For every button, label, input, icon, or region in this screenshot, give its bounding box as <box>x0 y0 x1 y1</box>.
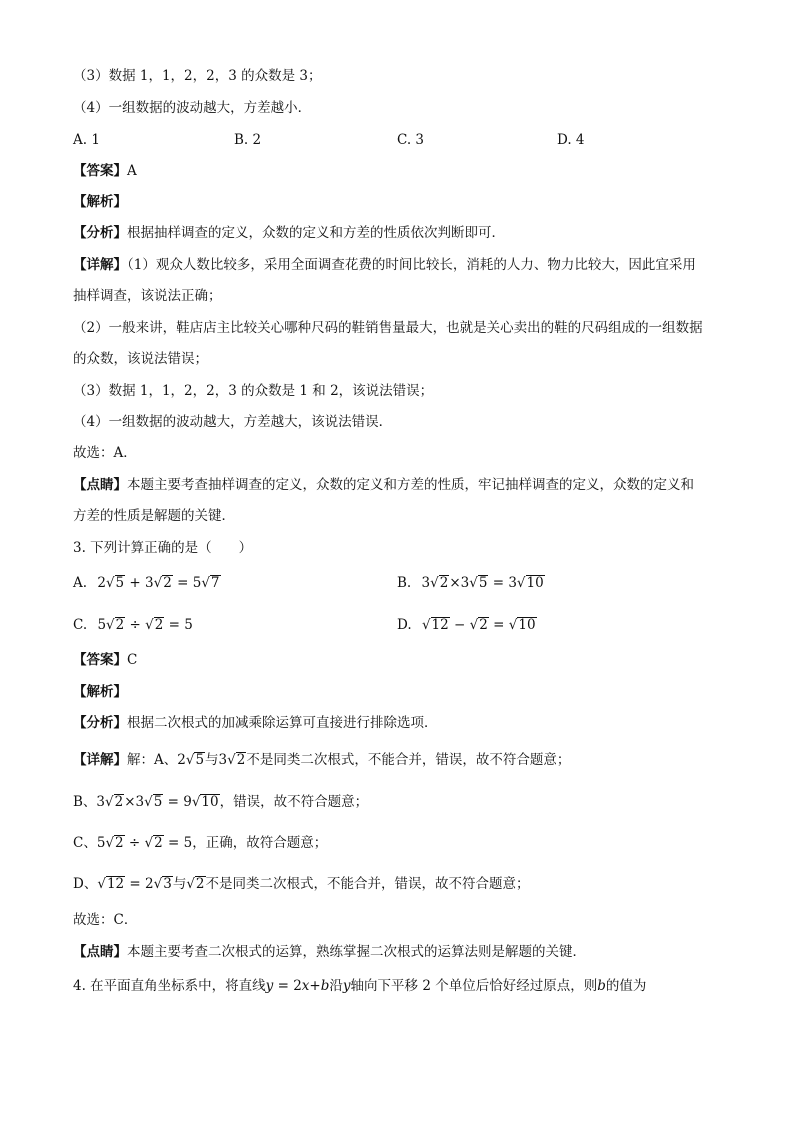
q3-stem: 3. 下列计算正确的是（ ） <box>73 540 253 556</box>
fenxi-tag: 【分析】 <box>73 225 127 241</box>
q4-stem-text: 轴向下平移 2 个单位后恰好经过原点，则 <box>350 978 598 994</box>
formula: b <box>320 978 330 994</box>
xiangjie-text: 不是同类二次根式，不能合并，错误，故不符合题意； <box>246 752 571 768</box>
q2-guxuan: 故选：A． <box>73 445 137 461</box>
q2-option-a: A. 1 <box>73 132 100 148</box>
option-d-formula: √12 − √2 = √10 <box>421 617 536 633</box>
q2-option-c: C. 3 <box>397 132 425 148</box>
q3-xiangjie-b <box>73 793 368 811</box>
formula: 3√2×3√5 = 9√10 <box>96 794 219 810</box>
q3-fenxi <box>73 714 438 732</box>
fenxi-text: 根据二次根式的加减乘除运算可直接进行排除选项． <box>127 715 438 731</box>
formula: = 2 <box>273 978 302 994</box>
xiangjie-text: C、 <box>73 835 97 851</box>
q3-option-b <box>397 574 545 592</box>
xiangjie-text: ，正确，故符合题意； <box>192 835 328 851</box>
xiangjie-text: B、 <box>73 794 97 810</box>
answer-value: A <box>127 163 137 179</box>
q3-xiangjie-a <box>73 751 570 769</box>
answer-tag: 【答案】 <box>73 652 127 668</box>
q2-dianjing-b: 方差的性质是解题的关键． <box>73 508 235 524</box>
q2-dianjing-a <box>73 476 694 494</box>
connector: 与 <box>205 752 219 768</box>
fenxi-tag: 【分析】 <box>73 715 127 731</box>
q3-option-a <box>73 574 221 592</box>
option-label: D. <box>397 617 412 633</box>
q2-fenxi <box>73 224 505 242</box>
q2-item4: （4）一组数据的波动越大，方差越小． <box>73 100 312 116</box>
dianjing-tag: 【点睛】 <box>73 944 127 960</box>
q2-xiangjie-3: （3）数据 1，1，2，2，3 的众数是 1 和 2，该说法错误； <box>73 383 434 399</box>
q2-option-d: D. 4 <box>557 132 585 148</box>
q3-xiangjie-c <box>73 834 327 852</box>
formula: y <box>265 978 274 994</box>
q2-item3: （3）数据 1，1，2，2，3 的众数是 3； <box>73 68 322 84</box>
option-c-formula: 5√2 ÷ √2 = 5 <box>97 617 193 633</box>
answer-tag: 【答案】 <box>73 163 127 179</box>
xiangjie-text: （1）观众人数比较多，采用全面调查花费的时间比较长，消耗的人力、物力比较大，因此宜采用 <box>127 257 696 273</box>
q3-dianjing <box>73 943 586 961</box>
q4-stem-text: 4. 在平面直角坐标系中，将直线 <box>73 978 266 994</box>
formula: y <box>342 978 351 994</box>
q2-xiangjie-2a: （2）一般来讲，鞋店店主比较关心哪种尺码的鞋销售量最大，也就是关心卖出的鞋的尺码组成的一组数据 <box>73 320 703 336</box>
option-a-formula: 2√5 + 3√2 = 5√7 <box>97 575 220 591</box>
dianjing-tag: 【点睛】 <box>73 477 127 493</box>
q2-xiangjie-1b: 抽样调查，该说法正确； <box>73 288 222 304</box>
option-label: C. <box>73 617 88 633</box>
xiangjie-tag: 【详解】 <box>73 752 127 768</box>
q3-option-d <box>397 616 537 634</box>
connector: 与 <box>172 876 187 892</box>
option-b-formula: 3√2×3√5 = 3√10 <box>421 575 544 591</box>
formula: 2√5 <box>177 752 205 768</box>
option-label: B. <box>397 575 412 591</box>
formula: x <box>301 978 310 994</box>
answer-value: C <box>127 652 138 668</box>
xiangjie-text: 解：A、 <box>127 752 178 768</box>
formula: √12 = 2√3 <box>97 876 172 892</box>
dianjing-text: 本题主要考查二次根式的运算，熟练掌握二次根式的运算法则是解题的关键． <box>127 944 586 960</box>
q3-answer <box>73 651 137 669</box>
q2-xiangjie-2b: 的众数，该说法错误； <box>73 351 208 367</box>
q2-analysis-header: 【解析】 <box>73 194 127 210</box>
q4-stem-text: 沿 <box>329 978 343 994</box>
option-label: A. <box>73 575 88 591</box>
q4-stem-text: 的值为 <box>605 978 647 994</box>
xiangjie-text: ，错误，故不符合题意； <box>219 794 369 810</box>
q3-analysis-header: 【解析】 <box>73 684 127 700</box>
formula: 5√2 ÷ √2 = 5 <box>96 835 193 851</box>
q2-xiangjie-1a <box>73 256 696 274</box>
formula: + <box>309 978 321 994</box>
xiangjie-text: D、 <box>73 876 98 892</box>
q4-stem <box>73 977 646 995</box>
xiangjie-text: 不是同类二次根式，不能合并，错误，故不符合题意； <box>205 876 530 892</box>
q2-option-b: B. 2 <box>234 132 262 148</box>
fenxi-text: 根据抽样调查的定义，众数的定义和方差的性质依次判断即可． <box>127 225 505 241</box>
q3-option-c <box>73 616 193 634</box>
formula: 3√2 <box>218 752 246 768</box>
q2-answer <box>73 162 137 180</box>
dianjing-text: 本题主要考查抽样调查的定义，众数的定义和方差的性质，牢记抽样调查的定义，众数的定义和 <box>127 477 694 493</box>
formula: √2 <box>186 876 205 892</box>
xiangjie-tag: 【详解】 <box>73 257 127 273</box>
q2-xiangjie-4: （4）一组数据的波动越大，方差越大，该说法错误． <box>73 414 393 430</box>
q3-guxuan: 故选：C． <box>73 912 138 928</box>
formula: b <box>597 978 606 994</box>
q3-xiangjie-d <box>73 875 530 893</box>
